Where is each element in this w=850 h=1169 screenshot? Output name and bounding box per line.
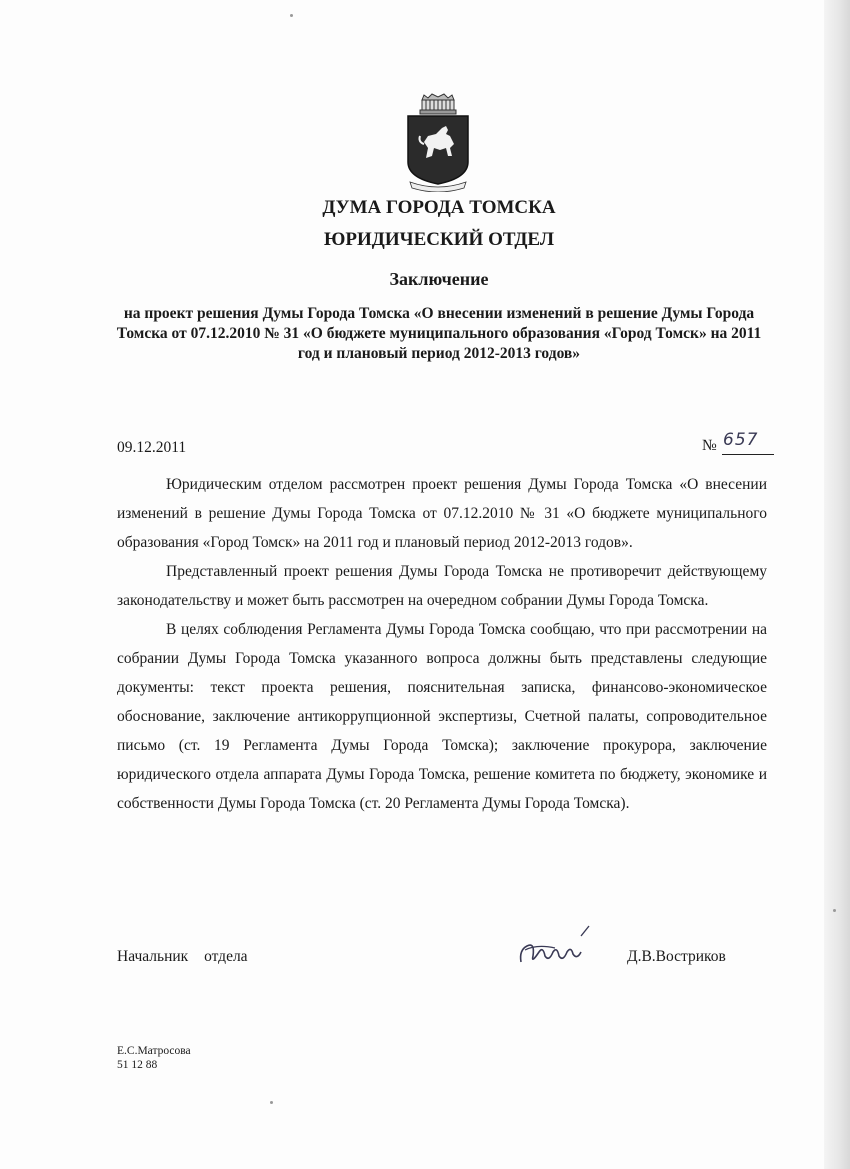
signatory-name: Д.В.Востриков [627,948,726,965]
executor-phone: 51 12 88 [117,1059,158,1071]
executor-name: Е.С.Матросова [117,1045,191,1057]
document-number-handwritten: 657 [723,430,759,450]
document-subject: на проект решения Думы Города Томска «О внесении изменений в решение Думы Города Томска от 07.12.2010 № 31 «О бюджете муниципального образования «Город Томск» на 2011 год и плановый период 2012-2013 годов» [116,305,762,362]
document-number-underline [722,454,774,455]
scan-speck [270,1101,273,1104]
document-date: 09.12.2011 [117,439,187,456]
executor-info [117,1044,191,1072]
handwritten-signature-icon [515,922,595,970]
document-number-label: № [702,437,717,454]
organization-title: ДУМА ГОРОДА ТОМСКА [322,197,556,218]
scan-speck [833,909,836,912]
body-paragraph: Представленный проект решения Думы Города Томска не противоречит действующему законодательству и может быть рассмотрен на очередном собрании Думы Города Томска. [117,563,767,609]
tomsk-coat-of-arms-icon [400,92,476,192]
scan-edge-shadow [824,0,850,1169]
document-body [117,470,767,818]
body-paragraph: Юридическим отделом рассмотрен проект решения Думы Города Томска «О внесении изменений в решение Думы Города Томска от 07.12.2010 № 31 «О бюджете муниципального образования «Город Томск» на 2011 год и плановый период 2012-2013 годов». [117,476,767,551]
body-paragraph: В целях соблюдения Регламента Думы Города Томска сообщаю, что при рассмотрении на собрании Думы Города Томска указанного вопроса должны быть представлены следующие документы: текст проекта решения, пояснительная записка, финансово-экономическое обоснование, заключение антикоррупционной экспертизы, Счетной палаты, сопроводительное письмо (ст. 19 Регламента Думы Города Томска); заключение прокурора, заключение юридического отдела аппарата Думы Города Томска, решение комитета по бюджету, экономике и собственности Думы Города Томска (ст. 20 Регламента Думы Города Томска). [117,621,767,812]
document-type-title: Заключение [389,269,489,289]
signatory-position: Начальник отдела [117,948,248,965]
department-title: ЮРИДИЧЕСКИЙ ОТДЕЛ [324,229,554,250]
scan-speck [290,14,293,17]
